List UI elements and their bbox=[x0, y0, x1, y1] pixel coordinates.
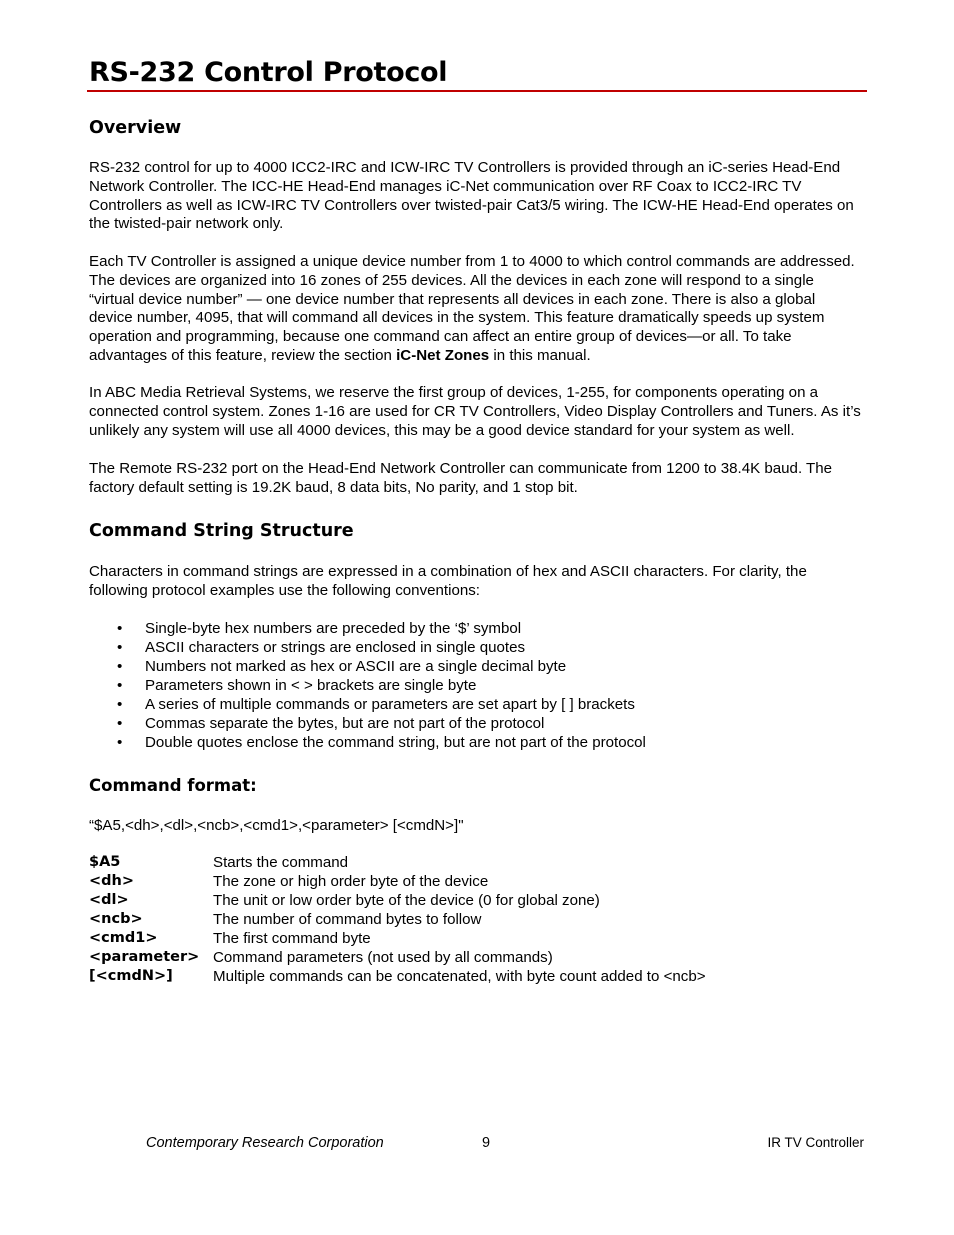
bullet-icon: • bbox=[117, 639, 123, 656]
definition-desc: The zone or high order byte of the device bbox=[213, 873, 489, 890]
overview-paragraph-2-text: Each TV Controller is assigned a unique device number from 1 to 4000 to which control commands are addressed. The devices are organized into 16 zones of 255 devices. All the devices in each zone will respond to a single “virtual device number” — one device number that represents all devices in each zone. There is also a global device number, 4095, that will command all devices in the system. This feature dramatically speeds up system operation and programming, because one command can affect an entire group of devices—or all. To take advantages of this feature, review the section bbox=[89, 253, 855, 364]
command-definitions bbox=[89, 853, 869, 986]
list-item bbox=[89, 695, 849, 714]
list-item bbox=[89, 714, 849, 733]
definition-desc: The first command byte bbox=[213, 930, 371, 947]
ic-net-zones-reference: iC-Net Zones bbox=[396, 346, 490, 364]
definition-row bbox=[89, 929, 869, 948]
overview-paragraph-4: The Remote RS-232 port on the Head-End Network Controller can communicate from 1200 to 38.4K baud. The factory default setting is 19.2K baud, 8 data bits, No parity, and 1 stop bit. bbox=[89, 460, 833, 496]
definition-term: <ncb> bbox=[89, 911, 143, 927]
list-item-text: Numbers not marked as hex or ASCII are a single decimal byte bbox=[145, 658, 567, 675]
bullet-icon: • bbox=[117, 696, 123, 713]
definition-desc: Command parameters (not used by all commands) bbox=[213, 949, 553, 966]
definition-term: [<cmdN>] bbox=[89, 968, 173, 984]
command-structure-heading: Command String Structure bbox=[89, 521, 354, 541]
list-item bbox=[89, 657, 849, 676]
definition-row bbox=[89, 948, 869, 967]
definition-term: <cmd1> bbox=[89, 930, 158, 946]
command-format-string: “$A5,<dh>,<dl>,<ncb>,<cmd1>,<parameter> [<cmdN>]" bbox=[89, 817, 464, 834]
footer-page-number: 9 bbox=[482, 1135, 491, 1151]
bullet-icon: • bbox=[117, 715, 123, 732]
title-divider bbox=[87, 90, 867, 92]
definition-term: <parameter> bbox=[89, 949, 200, 965]
definition-term: <dh> bbox=[89, 873, 135, 889]
list-item bbox=[89, 733, 849, 752]
definition-desc: The number of command bytes to follow bbox=[213, 911, 482, 928]
definition-row bbox=[89, 967, 869, 986]
footer-product: IR TV Controller bbox=[767, 1135, 864, 1150]
command-format-heading: Command format: bbox=[89, 776, 257, 795]
list-item bbox=[89, 638, 849, 657]
page-title: RS-232 Control Protocol bbox=[89, 57, 448, 88]
conventions-list bbox=[89, 619, 849, 752]
command-structure-intro: Characters in command strings are expressed in a combination of hex and ASCII characters. For clarity, the following protocol examples use the following conventions: bbox=[89, 563, 807, 599]
list-item-text: A series of multiple commands or parameters are set apart by [ ] brackets bbox=[145, 696, 635, 713]
definition-row bbox=[89, 872, 869, 891]
definition-term: <dl> bbox=[89, 892, 129, 908]
list-item-text: Single-byte hex numbers are preceded by the ‘$’ symbol bbox=[145, 620, 522, 637]
definition-row bbox=[89, 853, 869, 872]
bullet-icon: • bbox=[117, 677, 123, 694]
definition-desc: Multiple commands can be concatenated, with byte count added to <ncb> bbox=[213, 968, 706, 985]
list-item-text: ASCII characters or strings are enclosed in single quotes bbox=[145, 639, 526, 656]
list-item-text: Parameters shown in < > brackets are single byte bbox=[145, 677, 477, 694]
definition-desc: The unit or low order byte of the device (0 for global zone) bbox=[213, 892, 600, 909]
footer-company: Contemporary Research Corporation bbox=[146, 1135, 384, 1151]
definition-row bbox=[89, 891, 869, 910]
overview-heading: Overview bbox=[89, 118, 182, 138]
definition-row bbox=[89, 910, 869, 929]
overview-paragraph-3: In ABC Media Retrieval Systems, we reserve the first group of devices, 1-255, for components operating on a connected control system. Zones 1-16 are used for CR TV Controllers, Video Display Controllers and Tuners. As it’s unlikely any system will use all 4000 devices, this may be a good device standard for your system as well. bbox=[89, 384, 861, 439]
overview-paragraph-2 bbox=[89, 253, 861, 366]
overview-paragraph-1: RS-232 control for up to 4000 ICC2-IRC and ICW-IRC TV Controllers is provided through an iC-series Head-End Network Controller. The ICC-HE Head-End manages iC-Net communication over RF Coax to ICC2-IRC TV Controllers as well as ICW-IRC TV Controllers over twisted-pair Cat3/5 wiring. The ICW-HE Head-End operates on the twisted-pair network only. bbox=[89, 159, 854, 233]
list-item bbox=[89, 619, 849, 638]
definition-desc: Starts the command bbox=[213, 854, 349, 871]
list-item-text: Double quotes enclose the command string, but are not part of the protocol bbox=[145, 734, 646, 751]
bullet-icon: • bbox=[117, 734, 123, 751]
bullet-icon: • bbox=[117, 620, 123, 637]
list-item bbox=[89, 676, 849, 695]
bullet-icon: • bbox=[117, 658, 123, 675]
list-item-text: Commas separate the bytes, but are not part of the protocol bbox=[145, 715, 545, 732]
definition-term: $A5 bbox=[89, 854, 121, 870]
overview-paragraph-2-end: in this manual. bbox=[489, 346, 591, 364]
